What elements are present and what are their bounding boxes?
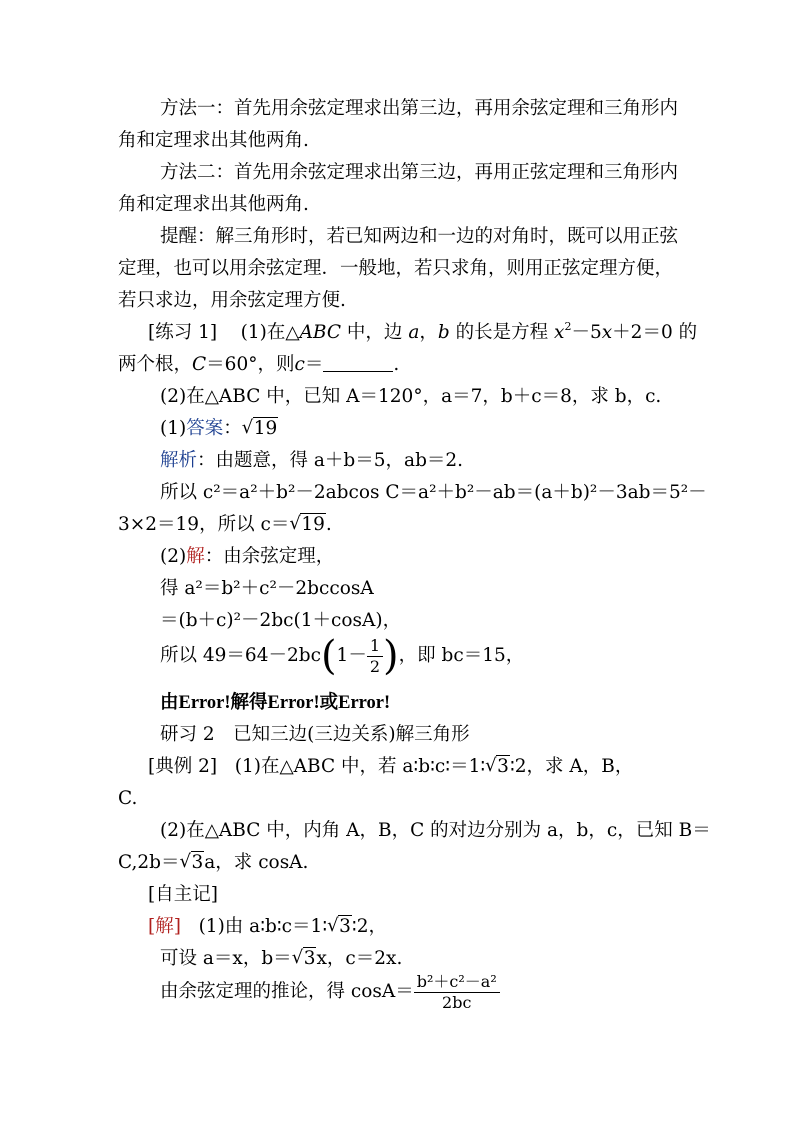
exercise1-line2: 两个根，C＝60°，则c＝ . [118,354,400,375]
exercise1-part1-a: (1)在△ [240,322,300,343]
derive1-line2-text: 3×2＝19，所以 c＝ [118,514,290,535]
example2-part1-c: ∶2，求 A，B， [509,756,634,777]
example2-part2-sqrt: 3 [191,852,204,873]
solution2-line1 [160,544,334,570]
exercise1-line1: [练习 1] (1)在△ABC 中，边 a，b 的长是方程 $x^2-5x+2=0$ 的 [148,320,698,343]
solution-ex2-line2-c: x，c＝2x. [316,948,403,969]
derive1-line2 [118,512,332,538]
cosine-fraction-numerator: b²＋c²－a² [414,972,500,993]
solution-ex2-sqrt1: 3 [339,916,351,937]
example-tag: [典例 2] [148,756,218,777]
method1-line1: 方法一：首先用余弦定理求出第三边，再用余弦定理和三角形内 [160,98,679,119]
example2-line4 [118,850,308,876]
example2-line3: (2)在△ABC 中，内角 A，B，C 的对边分别为 a，b，c，已知 B＝ [160,820,711,841]
fraction-denominator: 2 [369,656,381,676]
solution-ex2-line3-text: 由余弦定理的推论，得 cosA＝ [160,981,414,1002]
solution2-line4: 所以 49＝64－2bc(1－ $\frac{1}{2}$ )，即 bc＝15， [160,633,525,679]
sqrt-symbol [180,850,205,876]
sqrt-symbol [289,512,326,538]
example2-sqrt-value: 3 [497,756,509,777]
answer1-colon: ： [223,418,242,439]
cosine-fraction [414,972,500,1013]
method1-line2: 角和定理求出其他两角. [118,130,309,151]
answer-label: 答案 [186,418,224,439]
derive1-line1: 所以 c²＝a²＋b²－2abcos C＝a²＋b²－ab＝(a＋b)²－3ab＝5²－ [160,482,707,503]
sqrt-symbol [327,914,352,940]
solution2-text: ：由余弦定理， [204,546,335,567]
tip-line2: 定理，也可以用余弦定理．一般地，若只求角，则用正弦定理方便， [118,258,674,279]
cosine-fraction-denominator: 2bc [442,992,472,1012]
example2-line1 [148,754,633,780]
example2-part2-d: a，求 cosA. [204,852,309,873]
example2-part2-b: C,2b＝ [118,852,180,873]
solution2-line5: 由Error!解得Error!或Error! [160,693,391,713]
derive1-sqrt-value: 19 [301,514,325,535]
method2-line2: 角和定理求出其他两角. [118,194,309,215]
solution-ex2-label: [解] [148,916,181,937]
exercise1-part2: (2)在△ABC 中，已知 A＝120°，a＝7，b＋c＝8，求 b，c. [160,386,662,407]
section2-title: 研习 2 已知三边(三边关系)解三角形 [160,724,470,745]
analysis1-text: ：由题意，得 a＋b＝5，ab＝2. [197,450,464,471]
exercise1-part1-c: 的长是方程 [455,322,549,343]
solution-ex2-line1-c: ∶2， [351,916,388,937]
solution-ex2-line3 [160,968,500,1016]
answer1-prefix: (1) [160,418,187,439]
solution-label: 解 [186,546,205,567]
solution-ex2-line2-a: 可设 a＝x，b＝ [160,948,292,969]
answer1-value: 19 [253,418,278,439]
solution2-line2: 得 a²＝b²＋c²－2bccosA [160,578,374,599]
exercise1-part1-e: 两个根， [118,354,193,375]
fraction-numerator: 1 [367,636,383,657]
solution-ex2-line1-a: (1)由 a∶b∶c＝1∶ [198,916,328,937]
solution2-prefix: (2) [160,546,187,567]
exercise1-part1-d: 的 [678,322,698,343]
solution2-line4-text: 所以 49＝64－2bc [160,645,321,666]
sqrt-symbol [485,754,510,780]
solution-ex2-line1 [148,914,387,940]
method2-line1: 方法二：首先用余弦定理求出第三边，再用正弦定理和三角形内 [160,162,679,183]
exercise1-part1-f: ，则 [257,354,295,375]
example2-part1-a: (1)在△ABC 中，若 a∶b∶c∶＝1∶ [234,756,486,777]
exercise-tag: [练习 1] [148,322,218,343]
solution2-line3: ＝(b＋c)²－2bc(1＋cosA)， [160,610,402,631]
exercise1-part1-b: 中，边 [346,322,403,343]
tip-line1: 提醒：解三角形时，若已知两边和一边的对角时，既可以用正弦 [160,226,679,247]
derive1-period: . [325,514,332,535]
fraction-one-half [367,636,383,677]
tip-line3: 若只求边，用余弦定理方便. [118,290,346,311]
analysis1-line [160,448,463,474]
example2-line2: C. [118,788,138,809]
sqrt-symbol [242,416,279,442]
analysis-label: 解析 [160,450,198,471]
solution2-line4-result: ，即 bc＝15， [398,645,525,666]
answer1-line [160,416,278,442]
answer-blank [323,353,393,372]
solution-ex2-sqrt2: 3 [303,948,316,969]
self-notes-label: [自主记] [148,884,218,905]
